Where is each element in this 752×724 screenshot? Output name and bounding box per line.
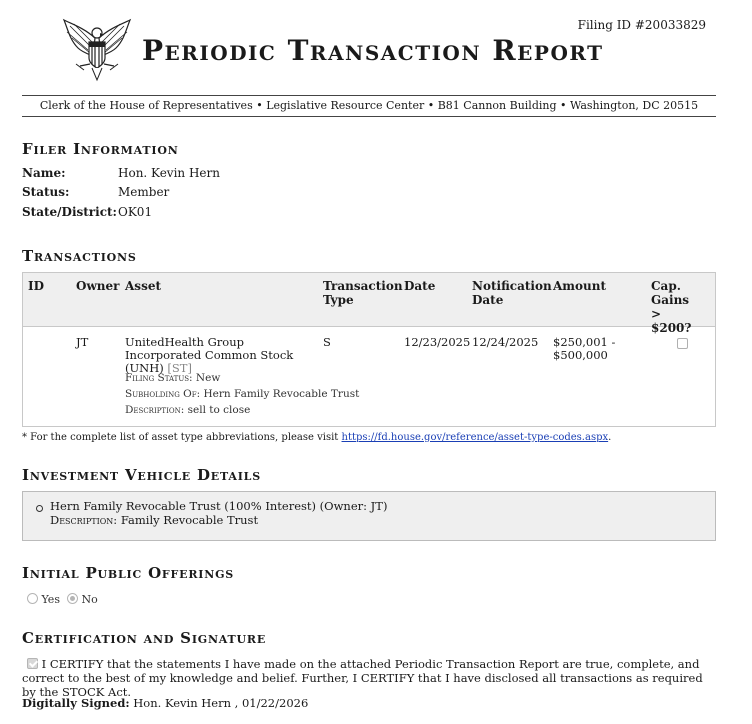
bottom-divider [22,116,716,117]
subholding-value: Hern Family Revocable Trust [203,388,360,400]
certify-checkbox[interactable] [27,658,38,669]
filing-status-label: Filing Status: [125,372,193,384]
filer-information-heading: Filer Information [22,140,179,158]
filing-id: Filing ID #20033829 [577,18,706,32]
row-notification-date: 12/24/2025 [472,335,539,349]
row-amount: $250,001 - $500,000 [553,335,616,362]
page-title: Periodic Transaction Report [142,34,604,67]
transactions-table-header [23,273,715,335]
list-item [50,499,387,527]
vehicle-description-label: Description: [50,513,118,527]
digital-signature [22,696,308,710]
filer-status-row [22,185,169,199]
cap-gains-checkbox[interactable] [677,338,688,349]
col-amount-header: Amount [553,279,607,293]
row-asset-name: UnitedHealth Group Incorporated Common Stock (UNH) [125,335,294,375]
row-filing-status [125,372,220,385]
filer-name-row [22,166,220,180]
row-subholding [125,388,359,401]
clerk-address-line: Clerk of the House of Representatives • Legislative Resource Center • B81 Cannon Building • Washington, DC 20515 [39,99,699,112]
filing-status-value: New [195,372,221,384]
ipo-yes-label: Yes [41,593,60,606]
row-description [125,404,250,417]
certification-text: I CERTIFY that the statements I have made on the attached Periodic Transaction Report are true, complete, and correct to the best of my knowledge and belief. Further, I CERTIFY that I have disclosed all transactions as required by the STOCK Act. [22,657,703,699]
vehicle-description [50,513,387,527]
asset-codes-footnote [22,432,611,443]
filer-name-value: Hon. Kevin Hern [118,166,220,180]
vehicle-description-value: Family Revocable Trust [120,513,259,527]
col-id-header: ID [28,279,45,293]
ipo-no-label: No [81,593,98,606]
signed-value: Hon. Kevin Hern , 01/22/2026 [133,696,309,710]
footnote-end: . [608,432,612,443]
filer-state-value: OK01 [118,205,153,219]
col-type-header: Transaction Type [323,279,403,307]
description-label: Description: [125,404,185,416]
row-asset [125,336,311,375]
subholding-label: Subholding Of: [125,388,201,400]
transactions-table [22,272,716,427]
certification-statement [22,657,716,699]
row-type: S [323,335,331,349]
filer-status-value: Member [118,185,170,199]
col-date-header: Date [404,279,436,293]
top-divider [22,95,716,96]
footnote-text: * For the complete list of asset type abbreviations, please visit [22,432,339,443]
investment-vehicle-list [22,491,716,541]
ipo-heading: Initial Public Offerings [22,564,235,582]
filer-state-row [22,205,152,219]
col-cap-gains-header: Cap. Gains > $200? [651,279,692,335]
house-seal-eagle-icon [62,16,132,82]
row-owner: JT [76,335,89,349]
row-asset-type: [ST] [167,361,192,375]
row-date: 12/23/2025 [404,335,471,349]
ipo-yes-radio[interactable] [27,593,38,604]
bullet-icon [36,505,43,512]
row-cap-gains [677,338,688,352]
filer-name-label: Name: [22,166,66,180]
filer-status-label: Status: [22,185,70,199]
certification-heading: Certification and Signature [22,629,267,647]
col-asset-header: Asset [125,279,161,293]
ipo-radio-group [27,593,98,606]
col-owner-header: Owner [76,279,120,293]
transactions-heading: Transactions [22,247,137,265]
col-notification-header: Notification Date [472,279,552,307]
ipo-no-radio[interactable] [67,593,78,604]
signed-label: Digitally Signed: [22,696,130,710]
description-value: sell to close [187,404,251,416]
vehicle-name: Hern Family Revocable Trust (100% Interest) (Owner: JT) [50,499,388,513]
asset-codes-link[interactable]: https://fd.house.gov/reference/asset-type-codes.aspx [341,432,609,443]
investment-vehicle-heading: Investment Vehicle Details [22,466,261,484]
filer-state-label: State/District: [22,205,117,219]
